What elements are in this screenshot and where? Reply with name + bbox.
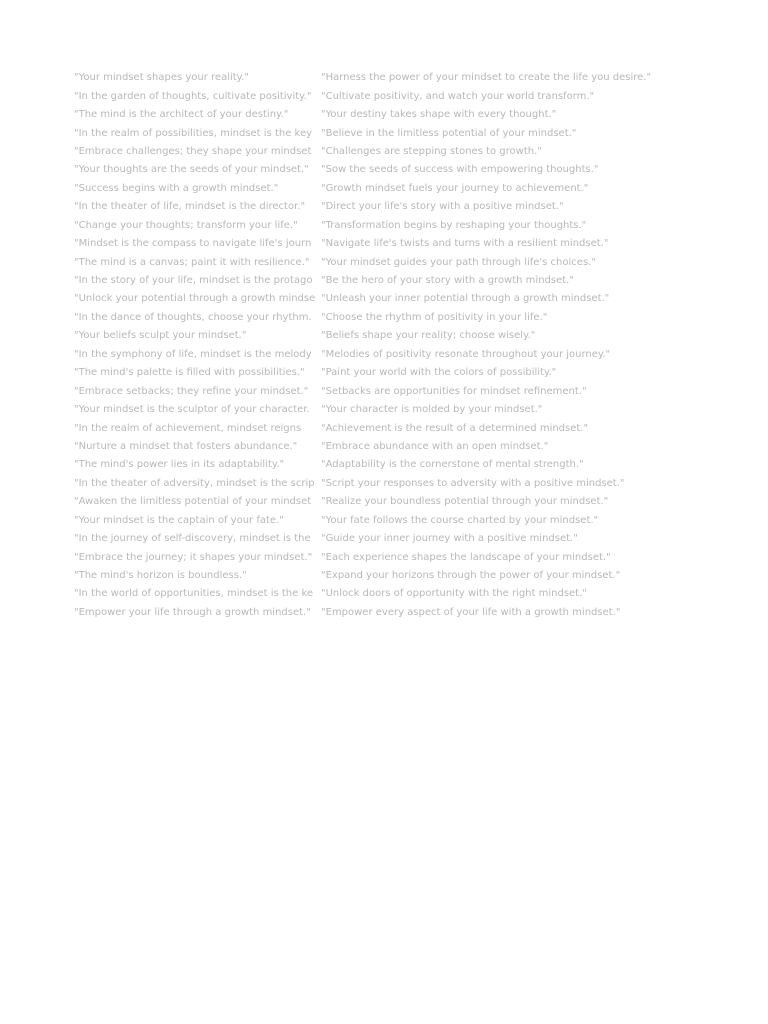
table-row: [73, 475, 681, 493]
cell-quote[interactable]: "Embrace challenges; they shape your mindset: [74, 145, 312, 157]
cell-quote[interactable]: "Success begins with a growth mindset.": [74, 182, 279, 194]
table-row: [73, 419, 681, 437]
table-row: [73, 512, 681, 530]
cell-quote[interactable]: "Embrace the journey; it shapes your mindset.": [74, 551, 313, 563]
cell-affirmation[interactable]: "Direct your life's story with a positive mindset.": [321, 201, 564, 213]
cell-quote[interactable]: "In the realm of achievement, mindset reigns: [74, 422, 302, 434]
table-row: [73, 161, 681, 179]
cell-quote[interactable]: "Mindset is the compass to navigate life's journ: [74, 238, 312, 250]
cell-quote[interactable]: "Your beliefs sculpt your mindset.": [74, 330, 247, 342]
table-row: [73, 604, 681, 622]
cell-quote[interactable]: "Unlock your potential through a growth mindse: [74, 293, 316, 305]
table-row: [73, 346, 681, 364]
cell-affirmation[interactable]: "Be the hero of your story with a growth mindset.": [321, 275, 574, 287]
cell-quote[interactable]: "In the realm of possibilities, mindset is the key: [74, 127, 313, 139]
cell-affirmation[interactable]: "Each experience shapes the landscape of your mindset.": [321, 551, 611, 563]
table-row: [73, 290, 681, 308]
cell-affirmation[interactable]: "Expand your horizons through the power of your mindset.": [321, 570, 621, 582]
cell-affirmation[interactable]: "Believe in the limitless potential of your mindset.": [321, 127, 577, 139]
table-row: [73, 87, 681, 105]
cell-quote[interactable]: "Awaken the limitless potential of your mindset: [74, 496, 312, 508]
cell-quote[interactable]: "In the theater of life, mindset is the director.": [74, 201, 306, 213]
table-row: [73, 69, 681, 87]
table-row: [73, 180, 681, 198]
table-row: [73, 493, 681, 511]
table-row: [73, 198, 681, 216]
cell-affirmation[interactable]: "Challenges are stepping stones to growth.": [321, 145, 542, 157]
cell-affirmation[interactable]: "Realize your boundless potential through your mindset.": [321, 496, 609, 508]
cell-quote[interactable]: "Embrace setbacks; they refine your mindset.": [74, 385, 309, 397]
cell-quote[interactable]: "Nurture a mindset that fosters abundance.": [74, 440, 298, 452]
table-row: [73, 567, 681, 585]
quote-sheet: [73, 69, 681, 622]
cell-affirmation[interactable]: "Transformation begins by reshaping your thoughts.": [321, 219, 587, 231]
cell-affirmation[interactable]: "Your fate follows the course charted by your mindset.": [321, 514, 599, 526]
cell-affirmation[interactable]: "Your mindset guides your path through life's choices.": [321, 256, 596, 268]
table-row: [73, 309, 681, 327]
cell-quote[interactable]: "The mind's horizon is boundless.": [74, 570, 247, 582]
table-row: [73, 106, 681, 124]
cell-quote[interactable]: "Your mindset shapes your reality.": [74, 72, 249, 84]
cell-affirmation[interactable]: "Beliefs shape your reality; choose wisely.": [321, 330, 536, 342]
cell-quote[interactable]: "In the journey of self-discovery, mindset is the: [74, 533, 311, 545]
table-row: [73, 364, 681, 382]
cell-affirmation[interactable]: "Harness the power of your mindset to create the life you desire.": [321, 72, 652, 84]
cell-quote[interactable]: "In the garden of thoughts, cultivate positivity.": [74, 90, 312, 102]
table-row: [73, 235, 681, 253]
cell-affirmation[interactable]: "Your destiny takes shape with every thought.": [321, 109, 557, 121]
cell-affirmation[interactable]: "Cultivate positivity, and watch your world transform.": [321, 90, 595, 102]
table-row: [73, 253, 681, 271]
table-row: [73, 124, 681, 142]
table-row: [73, 143, 681, 161]
cell-affirmation[interactable]: "Navigate life's twists and turns with a resilient mindset.": [321, 238, 609, 250]
cell-quote[interactable]: "In the world of opportunities, mindset is the ke: [74, 588, 314, 600]
cell-affirmation[interactable]: "Your character is molded by your mindset.": [321, 404, 543, 416]
cell-quote[interactable]: "In the theater of adversity, mindset is the scrip: [74, 477, 315, 489]
cell-quote[interactable]: "In the symphony of life, mindset is the melody: [74, 348, 312, 360]
table-row: [73, 548, 681, 566]
table-row: [73, 456, 681, 474]
cell-affirmation[interactable]: "Adaptability is the cornerstone of mental strength.": [321, 459, 584, 471]
cell-affirmation[interactable]: "Guide your inner journey with a positive mindset.": [321, 533, 578, 545]
table-row: [73, 272, 681, 290]
table-row: [73, 438, 681, 456]
table-row: [73, 327, 681, 345]
cell-affirmation[interactable]: "Embrace abundance with an open mindset.": [321, 440, 549, 452]
cell-affirmation[interactable]: "Unlock doors of opportunity with the right mindset.": [321, 588, 587, 600]
cell-affirmation[interactable]: "Empower every aspect of your life with a growth mindset.": [321, 606, 621, 618]
cell-affirmation[interactable]: "Sow the seeds of success with empowering thoughts.": [321, 164, 599, 176]
cell-affirmation[interactable]: "Choose the rhythm of positivity in your life.": [321, 311, 548, 323]
cell-affirmation[interactable]: "Growth mindset fuels your journey to achievement.": [321, 182, 589, 194]
table-row: [73, 530, 681, 548]
cell-quote[interactable]: "Your mindset is the sculptor of your character.: [74, 404, 310, 416]
cell-affirmation[interactable]: "Melodies of positivity resonate throughout your journey.": [321, 348, 611, 360]
cell-affirmation[interactable]: "Setbacks are opportunities for mindset refinement.": [321, 385, 587, 397]
table-row: [73, 585, 681, 603]
cell-quote[interactable]: "In the dance of thoughts, choose your rhythm.: [74, 311, 312, 323]
table-row: [73, 217, 681, 235]
cell-quote[interactable]: "In the story of your life, mindset is the protago: [74, 275, 313, 287]
table-row: [73, 401, 681, 419]
cell-quote[interactable]: "Change your thoughts; transform your life.": [74, 219, 298, 231]
cell-affirmation[interactable]: "Paint your world with the colors of possibility.": [321, 367, 557, 379]
table-row: [73, 382, 681, 400]
cell-affirmation[interactable]: "Achievement is the result of a determined mindset.": [321, 422, 589, 434]
cell-quote[interactable]: "Empower your life through a growth mindset.": [74, 606, 311, 618]
cell-affirmation[interactable]: "Unleash your inner potential through a growth mindset.": [321, 293, 610, 305]
cell-quote[interactable]: "Your mindset is the captain of your fate.": [74, 514, 284, 526]
cell-affirmation[interactable]: "Script your responses to adversity with a positive mindset.": [321, 477, 625, 489]
cell-quote[interactable]: "The mind is a canvas; paint it with resilience.": [74, 256, 310, 268]
cell-quote[interactable]: "The mind's power lies in its adaptability.": [74, 459, 285, 471]
cell-quote[interactable]: "Your thoughts are the seeds of your mindset.": [74, 164, 309, 176]
cell-quote[interactable]: "The mind is the architect of your destiny.": [74, 109, 289, 121]
cell-quote[interactable]: "The mind's palette is filled with possibilities.": [74, 367, 305, 379]
